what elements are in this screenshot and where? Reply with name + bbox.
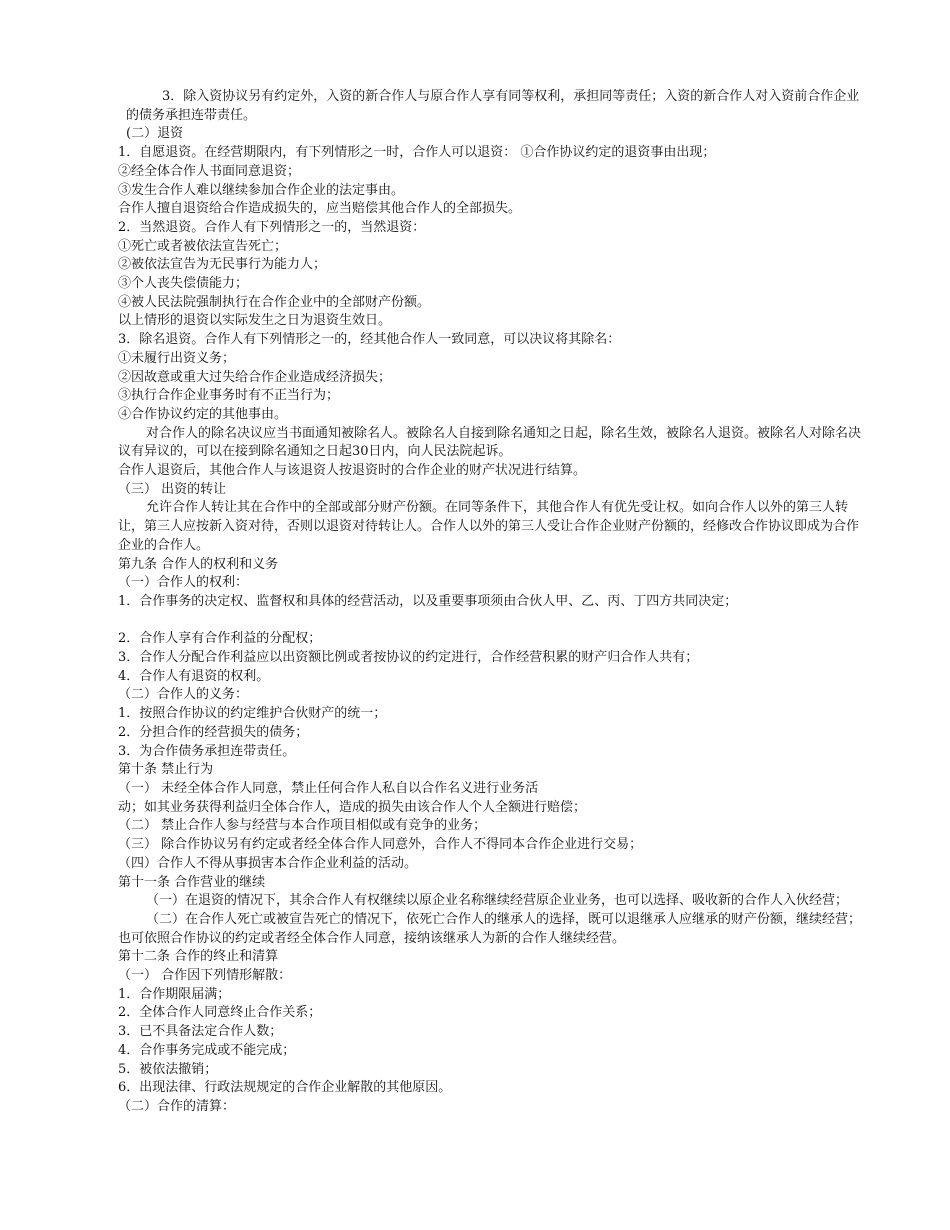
paragraph: 3．已不具备法定合作人数； xyxy=(118,1024,283,1040)
paragraph: 2．当然退资。合作人有下列情形之一的，当然退资： xyxy=(118,219,426,235)
paragraph: 第十条 禁止行为 xyxy=(118,762,214,778)
paragraph: ②因故意或重大过失给合作企业造成经济损失； xyxy=(118,369,392,385)
paragraph: 合作人退资后，其他合作人与该退资人按退资时的合作企业的财产状况进行结算。 xyxy=(118,463,587,479)
paragraph: 4．合作事务完成或不能完成； xyxy=(118,1042,296,1058)
paragraph: 3．除入资协议另有约定外，入资的新合作人与原合作人享有同等权利，承担同等责任；入资的新合作人对入资前合作企业的债务承担连带责任。 xyxy=(126,89,860,123)
paragraph: （一）在退资的情况下，其余合作人有权继续以原企业名称继续经营原企业业务，也可以选择、吸收新的合作人入伙经营； xyxy=(146,893,849,909)
paragraph: 1．合作期限届满； xyxy=(118,986,231,1002)
paragraph: 合作人擅自退资给合作造成损失的，应当赔偿其他合作人的全部损失。 xyxy=(118,201,522,217)
paragraph: 允许合作人转让其在合作中的全部或部分财产份额。在同等条件下，其他合作人有优先受让权。如向合作人以外的第三人转让，第三人应按新入资对待，否则以退资对待转让人。合作人以外的第三人受让合作企业财产份额的，经修改合作协议即成为合作企业的合作人。 xyxy=(118,500,860,553)
paragraph: 2．分担合作的经营损失的债务； xyxy=(118,724,309,740)
paragraph: 动；如其业务获得利益归全体合作人，造成的损失由该合作人个人全额进行赔偿； xyxy=(118,799,587,815)
paragraph: 第十二条 合作的终止和清算 xyxy=(118,949,279,965)
paragraph: ③执行合作企业事务时有不正当行为； xyxy=(118,388,340,404)
paragraph: （三） 除合作协议另有约定或者经全体合作人同意外，合作人不得同本合作企业进行交易； xyxy=(118,837,643,853)
paragraph: （一） 未经全体合作人同意，禁止任何合作人私自以合作名义进行业务活 xyxy=(118,781,539,796)
blank-line xyxy=(90,612,870,631)
paragraph: （二）在合作人死亡或被宣告死亡的情况下，依死亡合作人的继承人的选择，既可以退继承人应继承的财产份额，继续经营；也可依照合作协议的约定或者经全体合作人同意，接纳该继承人为新的合作人继续经营。 xyxy=(118,911,862,946)
paragraph: 1．按照合作协议的约定维护合伙财产的统一； xyxy=(118,706,387,722)
paragraph: （三） 出资的转让 xyxy=(118,481,227,497)
paragraph: 2．全体合作人同意终止合作关系； xyxy=(118,1005,322,1021)
paragraph: (二）退资 xyxy=(126,126,184,142)
paragraph: 第十一条 合作营业的继续 xyxy=(118,874,266,890)
paragraph: （二）合作人的义务： xyxy=(118,687,249,703)
paragraph: ①未履行出资义务； xyxy=(118,350,236,366)
paragraph: （一）合作人的权利： xyxy=(118,575,249,591)
paragraph: 第九条 合作人的权利和义务 xyxy=(118,556,279,572)
paragraph: 对合作人的除名决议应当书面通知被除名人。被除名人自接到除名通知之日起，除名生效，被除名人退资。被除名人对除名决议有异议的，可以在接到除名通知之日起30日内，向人民法院起诉。 xyxy=(118,425,862,460)
paragraph: 以上情形的退资以实际发生之日为退资生效日。 xyxy=(118,313,392,329)
document-body xyxy=(90,88,870,1117)
paragraph: ②被依法宣告为无民事行为能力人； xyxy=(118,257,327,273)
paragraph: ④合作协议约定的其他事由。 xyxy=(118,406,288,422)
paragraph: 6．出现法律、行政法规规定的合作企业解散的其他原因。 xyxy=(118,1080,452,1096)
paragraph: ②经全体合作人书面同意退资； xyxy=(118,163,301,179)
paragraph: （一） 合作因下列情形解散： xyxy=(118,968,292,984)
paragraph: 4．合作人有退资的权利。 xyxy=(118,668,270,684)
paragraph: ③个人丧失偿债能力； xyxy=(118,276,249,292)
paragraph: （四）合作人不得从事损害本合作企业利益的活动。 xyxy=(118,855,418,871)
paragraph: 1．合作事务的决定权、监督权和具体的经营活动，以及重要事项须由合伙人甲、乙、丙、丁四方共同决定； xyxy=(118,593,738,609)
paragraph: 3．除名退资。合作人有下列情形之一的，经其他合作人一致同意，可以决议将其除名： xyxy=(118,332,621,348)
paragraph: 2．合作人享有合作利益的分配权； xyxy=(118,631,322,647)
paragraph: ④被人民法院强制执行在合作企业中的全部财产份额。 xyxy=(118,294,431,310)
paragraph: 3．合作人分配合作利益应以出资额比例或者按协议的约定进行，合作经营积累的财产归合作人共有； xyxy=(118,650,699,666)
paragraph: ①死亡或者被依法宣告死亡； xyxy=(118,238,288,254)
paragraph: ③发生合作人难以继续参加合作企业的法定事由。 xyxy=(118,182,405,198)
paragraph: （二） 禁止合作人参与经营与本合作项目相似或有竞争的业务； xyxy=(118,818,487,834)
paragraph: 5．被依法撤销； xyxy=(118,1061,218,1077)
paragraph: （二）合作的清算： xyxy=(118,1098,236,1114)
paragraph: 3．为合作债务承担连带责任。 xyxy=(118,743,296,759)
paragraph: 1．自愿退资。在经营期限内，有下列情形之一时，合作人可以退资： ①合作协议约定的退资事由出现； xyxy=(118,145,716,161)
